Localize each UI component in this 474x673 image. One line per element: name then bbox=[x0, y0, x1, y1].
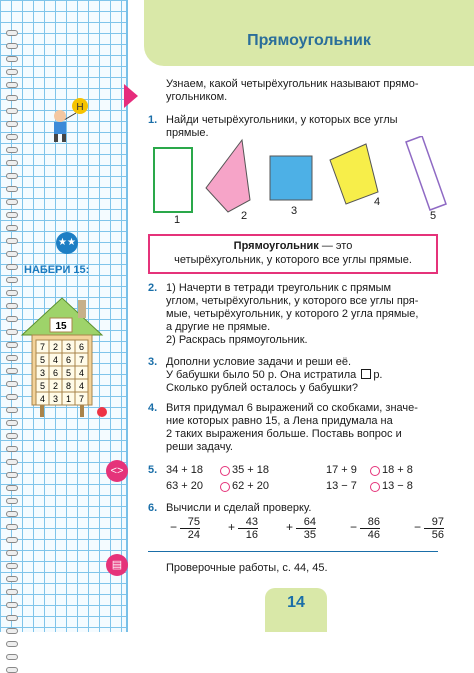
task5-expr-2-2: 62 + 20 bbox=[232, 480, 270, 492]
task5-number: 5. bbox=[148, 464, 158, 476]
definition-term: Прямоугольник bbox=[233, 240, 319, 252]
grid-cell-number: 8 bbox=[65, 381, 72, 391]
grid-cell-number: 5 bbox=[39, 355, 46, 365]
task2-line-1: 1) Начерти в тетради треугольник с прямым bbox=[166, 282, 392, 294]
quadrilaterals-figure bbox=[146, 136, 456, 220]
task3-line-2: У бабушки было 50 р. Она истратила р. bbox=[166, 369, 383, 381]
book-button-icon[interactable]: ▤ bbox=[106, 554, 128, 576]
task4-line-1: Витя придумал 6 выражений со скобками, значе- bbox=[166, 402, 418, 414]
shape-label-2: 2 bbox=[241, 210, 248, 222]
task5-expr-2-1: 63 + 20 bbox=[166, 480, 204, 492]
grid-cell-number: 5 bbox=[65, 368, 72, 378]
op-sign-1: − bbox=[170, 520, 178, 534]
shape-1 bbox=[154, 148, 192, 212]
grid-cell-number: 4 bbox=[39, 394, 46, 404]
task2-line-2: углом, четырёхугольник, у которого все углы пря- bbox=[166, 295, 419, 307]
definition-box bbox=[148, 234, 438, 274]
task2-number: 2. bbox=[148, 282, 158, 294]
grid-cell-number: 3 bbox=[39, 368, 46, 378]
compare-circle-icon[interactable] bbox=[370, 482, 380, 492]
definition-rest: — это bbox=[318, 240, 353, 252]
child-illustration bbox=[42, 96, 92, 146]
task5-expr-1-1: 34 + 18 bbox=[166, 464, 204, 476]
shape-5 bbox=[406, 136, 446, 210]
grid-cell-number: 6 bbox=[78, 342, 85, 352]
task4-line-2: ние которых равно 15, а Лена придумала на bbox=[166, 415, 393, 427]
task2-line-5: 2) Раскрась прямоугольник. bbox=[166, 334, 308, 346]
grid-cell-number: 4 bbox=[52, 355, 59, 365]
divider bbox=[148, 551, 438, 552]
task4-line-3: 2 таких выражения больше. Поставь вопрос и bbox=[166, 428, 402, 440]
grid-cell-number: 2 bbox=[52, 342, 59, 352]
task6-text: Вычисли и сделай проверку. bbox=[166, 502, 312, 514]
shape-3 bbox=[270, 156, 312, 200]
task3-line-3: Сколько рублей осталось у бабушки? bbox=[166, 382, 358, 394]
op-sign-3: + bbox=[286, 520, 294, 534]
column-op-1: $\frac{75}{24}$ bbox=[180, 516, 200, 541]
task4-line-4: реши задачу. bbox=[166, 441, 233, 453]
task2-line-3: мые, четырёхугольник, у которого 2 угла прямые, bbox=[166, 308, 419, 320]
task5-expr-1-4: 18 + 8 bbox=[382, 464, 413, 476]
shape-label-4: 4 bbox=[374, 196, 381, 208]
task5-expr-2-4: 13 − 8 bbox=[382, 480, 413, 492]
shape-label-5: 5 bbox=[430, 210, 437, 222]
task6-number: 6. bbox=[148, 502, 158, 514]
number-grid bbox=[36, 340, 88, 405]
grid-cell-number: 7 bbox=[78, 394, 85, 404]
compare-circle-icon[interactable] bbox=[370, 466, 380, 476]
page-header bbox=[144, 0, 474, 66]
grid-cell-number: 6 bbox=[52, 368, 59, 378]
task1-number: 1. bbox=[148, 114, 158, 126]
section-pointer-icon bbox=[124, 84, 138, 108]
intro-line-1: Узнаем, какой четырёхугольник называют прямо- bbox=[166, 78, 419, 90]
compare-circle-icon[interactable] bbox=[220, 466, 230, 476]
task5-expr-2-3: 13 − 7 bbox=[326, 480, 357, 492]
intro-line-2: угольником. bbox=[166, 91, 228, 103]
column-op-2: $\frac{43}{16}$ bbox=[238, 516, 258, 541]
grid-cell-number: 2 bbox=[52, 381, 59, 391]
grid-cell-number: 7 bbox=[78, 355, 85, 365]
footer-reference: Проверочные работы, с. 44, 45. bbox=[166, 562, 328, 574]
grid-cell-number: 4 bbox=[78, 368, 85, 378]
column-op-3: $\frac{64}{35}$ bbox=[296, 516, 316, 541]
compare-button-icon[interactable]: <> bbox=[106, 460, 128, 482]
grid-cell-number: 3 bbox=[65, 342, 72, 352]
task1-line-1: Найди четырёхугольники, у которых все углы bbox=[166, 114, 398, 126]
op-sign-2: + bbox=[228, 520, 236, 534]
task1-line-2: прямые. bbox=[166, 127, 209, 139]
task5-expr-1-2: 35 + 18 bbox=[232, 464, 270, 476]
task2-line-4: а другие не прямые. bbox=[166, 321, 271, 333]
task3-number: 3. bbox=[148, 356, 158, 368]
shape-label-1: 1 bbox=[174, 214, 181, 226]
grid-cell-number: 4 bbox=[78, 381, 85, 391]
sidebar-label: НАБЕРИ 15: bbox=[24, 264, 90, 276]
grid-cell-number: 6 bbox=[65, 355, 72, 365]
grid-cell-number: 5 bbox=[39, 381, 46, 391]
op-sign-4: − bbox=[350, 520, 358, 534]
task3-line-1: Дополни условие задачи и реши её. bbox=[166, 356, 352, 368]
page-title: Прямоугольник bbox=[247, 32, 371, 49]
grid-cell-number: 1 bbox=[65, 394, 72, 404]
stars-badge-icon: ★★ bbox=[56, 232, 78, 254]
op-sign-5: − bbox=[414, 520, 422, 534]
task4-number: 4. bbox=[148, 402, 158, 414]
grid-cell-number: 3 bbox=[52, 394, 59, 404]
definition-line-2: четырёхугольник, у которого все углы прямые. bbox=[174, 254, 412, 266]
compare-circle-icon[interactable] bbox=[220, 482, 230, 492]
shape-2 bbox=[206, 140, 250, 212]
house-number: 15 bbox=[55, 321, 67, 332]
blank-box-icon bbox=[361, 369, 371, 379]
page-number: 14 bbox=[287, 594, 305, 611]
shape-label-3: 3 bbox=[291, 205, 298, 217]
svg-text:Н: Н bbox=[76, 102, 84, 113]
page-number-tab bbox=[265, 588, 327, 632]
grid-cell-number: 7 bbox=[39, 342, 46, 352]
column-op-4: $\frac{86}{46}$ bbox=[360, 516, 380, 541]
house-illustration bbox=[14, 290, 110, 420]
task5-expr-1-3: 17 + 9 bbox=[326, 464, 357, 476]
shape-4 bbox=[330, 144, 378, 204]
column-op-5: $\frac{97}{56}$ bbox=[424, 516, 444, 541]
